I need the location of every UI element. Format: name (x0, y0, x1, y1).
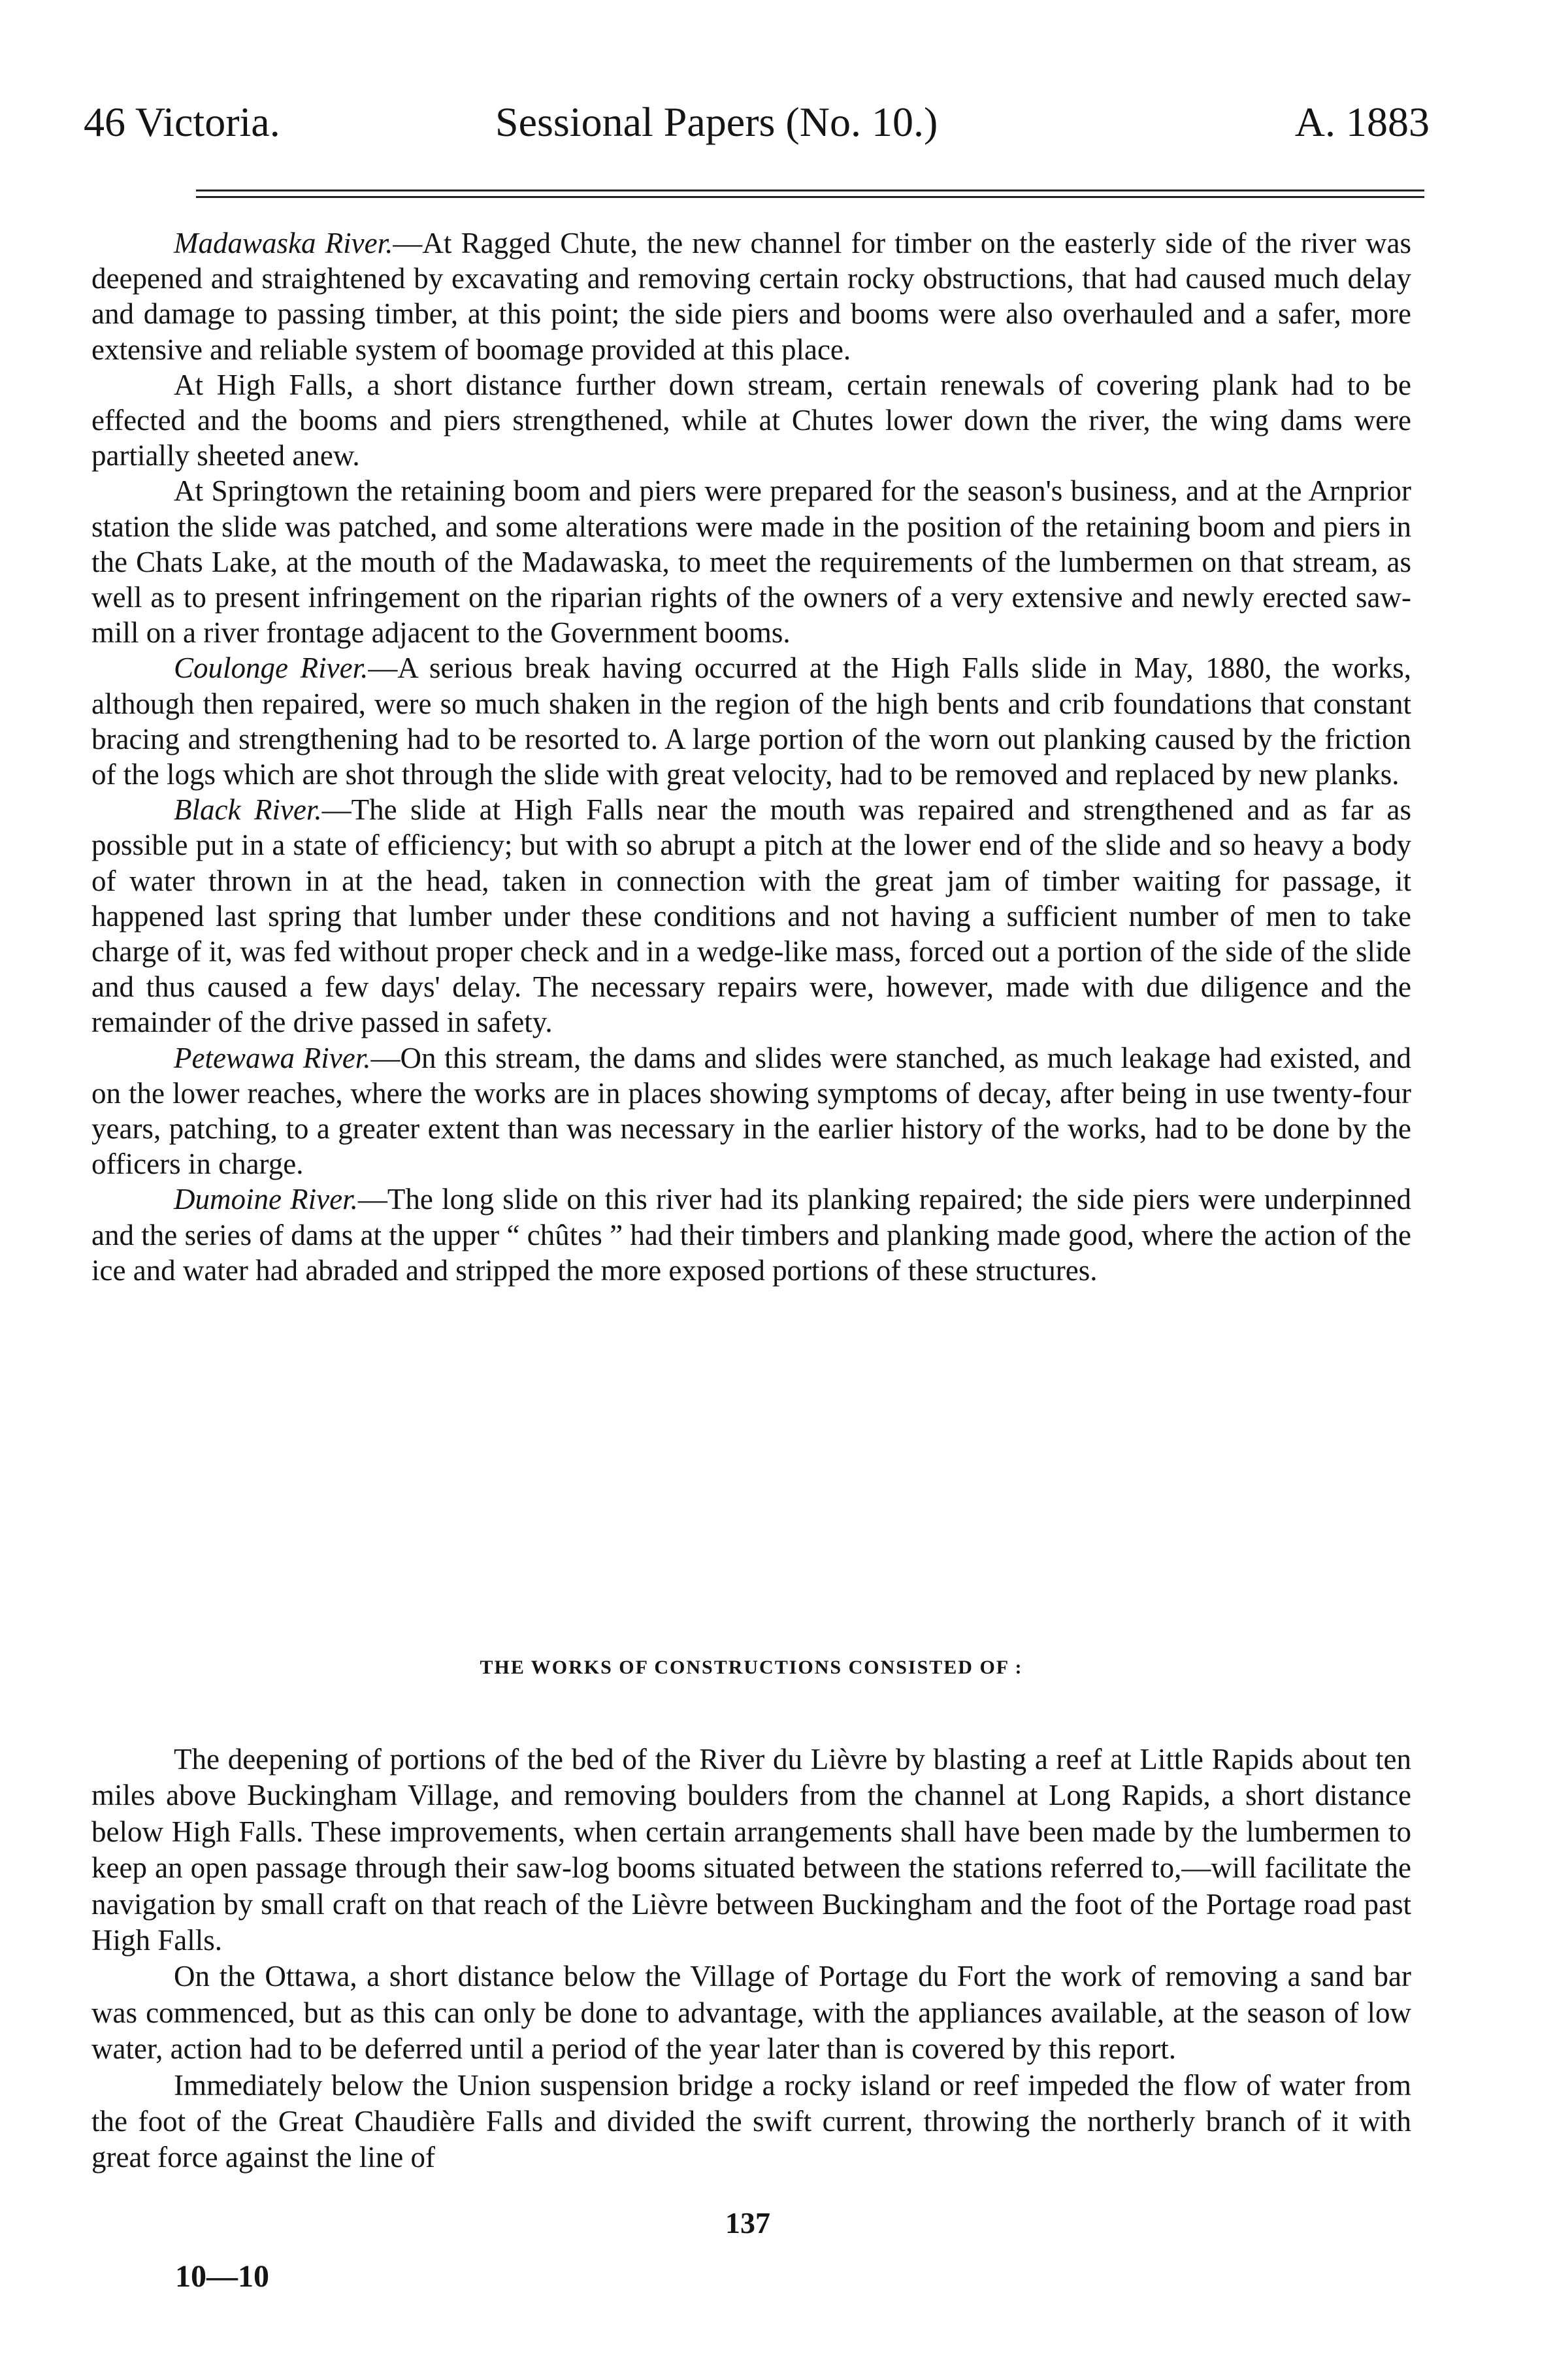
paragraph-springtown (91, 473, 1411, 650)
paragraph-lead: Madawaska River. (174, 227, 393, 259)
page-number: 137 (725, 2206, 770, 2240)
paragraph-lead: Petewawa River. (174, 1041, 371, 1074)
sheet-signature: 10—10 (175, 2259, 269, 2294)
header-year: A. 1883 (1294, 99, 1430, 145)
paragraph-text: At High Falls, a short distance further down stream, certain renewals of covering plank had to be effected and the booms and piers strengthened, while at Chutes lower down the river, the wing dams were partially sheeted anew. (91, 368, 1411, 472)
paragraph-black-river (91, 792, 1411, 1040)
paragraph-text: —The long slide on this river had its planking repaired; the side piers were underpinned and the series of dams at the upper “ chûtes ” had their timbers and planking made good, where the action of the ice and water had abraded and stripped the more exposed portions of these structures. (91, 1183, 1411, 1287)
paragraph-text: —At Ragged Chute, the new channel for timber on the easterly side of the river was deepened and straightened by excavating and removing certain rocky obstructions, that had caused much delay and damage to passing timber, at this point; the side piers and booms were also overhauled and a safer, more extensive and reliable system of boomage provided at this place. (91, 227, 1411, 366)
constructions-body (91, 1742, 1411, 2176)
paragraph-text: —A serious break having occurred at the High Falls slide in May, 1880, the works, although then repaired, were so much shaken in the region of the high bents and crib foundations that constant bracing and strengthening had to be resorted to. A large portion of the worn out planking caused by the friction of the logs which are shot through the slide with great velocity, had to be removed and replaced by new planks. (91, 652, 1412, 791)
paragraph-ottawa: On the Ottawa, a short distance below the Village of Portage du Fort the work of removing a sand bar was commenced, but as this can only be done to advantage, with the appliances available, at the season of low water, action had to be deferred until a period of the year later than is covered by this report. (91, 1960, 1411, 2066)
paragraph-text: —On this stream, the dams and slides were stanched, as much leakage had existed, and on the lower reaches, where the works are in places showing symptoms of decay, after being in use twenty-four years, patching, to a greater extent than was necessary in the earlier history of the works, had to be done by the officers in charge. (91, 1041, 1411, 1181)
page-header (84, 98, 1430, 157)
header-title: Sessional Papers (No. 10.) (495, 99, 938, 145)
paragraph-lead: Dumoine River. (174, 1183, 358, 1216)
paragraph-union-bridge: Immediately below the Union suspension bridge a rocky island or reef impeded the flow of water from the foot of the Great Chaudière Falls and divided the swift current, throwing the northerly branch of it with great force against the line of (91, 2068, 1411, 2174)
report-body (91, 225, 1411, 1288)
paragraph-dumoine (91, 1182, 1411, 1288)
section-heading: THE WORKS OF CONSTRUCTIONS CONSISTED OF : (480, 1657, 1023, 1678)
header-rule-bottom (196, 196, 1424, 198)
paragraph-lead: Black River. (174, 793, 322, 827)
paragraph-madawaska (91, 225, 1411, 367)
paragraph-petewawa (91, 1040, 1411, 1182)
paragraph-lead: Coulonge River. (174, 652, 368, 685)
paragraph-high-falls (91, 367, 1411, 474)
header-rule-top (196, 190, 1424, 191)
header-session: 46 Victoria. (84, 99, 280, 145)
paragraph-coulonge (91, 650, 1411, 792)
paragraph-text: At Springtown the retaining boom and piers were prepared for the season's business, and at the Arnprior station the slide was patched, and some alterations were made in the position of the retaining boom and piers in the Chats Lake, at the mouth of the Madawaska, to meet the requirements of the lumbermen on that stream, as well as to present infringement on the riparian rights of the owners of a very extensive and newly erected saw-mill on a river frontage adjacent to the Government booms. (91, 474, 1411, 650)
paragraph-text: —The slide at High Falls near the mouth was repaired and strengthened and as far as possible put in a state of efficiency; but with so abrupt a pitch at the lower end of the slide and so heavy a body of water thrown in at the head, taken in connection with the great jam of timber waiting for passage, it happened last spring that lumber under these conditions and not having a sufficient number of men to take charge of it, was fed without proper check and in a wedge-like mass, forced out a portion of the side of the slide and thus caused a few days' delay. The necessary repairs were, however, made with due diligence and the remainder of the drive passed in safety. (91, 793, 1411, 1039)
paragraph-lievre: The deepening of portions of the bed of the River du Lièvre by blasting a reef at Little Rapids about ten miles above Buckingham Village, and removing boulders from the channel at Long Rapids, a short distance below High Falls. These improvements, when certain arrangements shall have been made by the lumbermen to keep an open passage through their saw-log booms situated between the stations referred to,—will facilitate the navigation by small craft on that reach of the Lièvre between Buckingham and the foot of the Portage road past High Falls. (91, 1743, 1411, 1957)
